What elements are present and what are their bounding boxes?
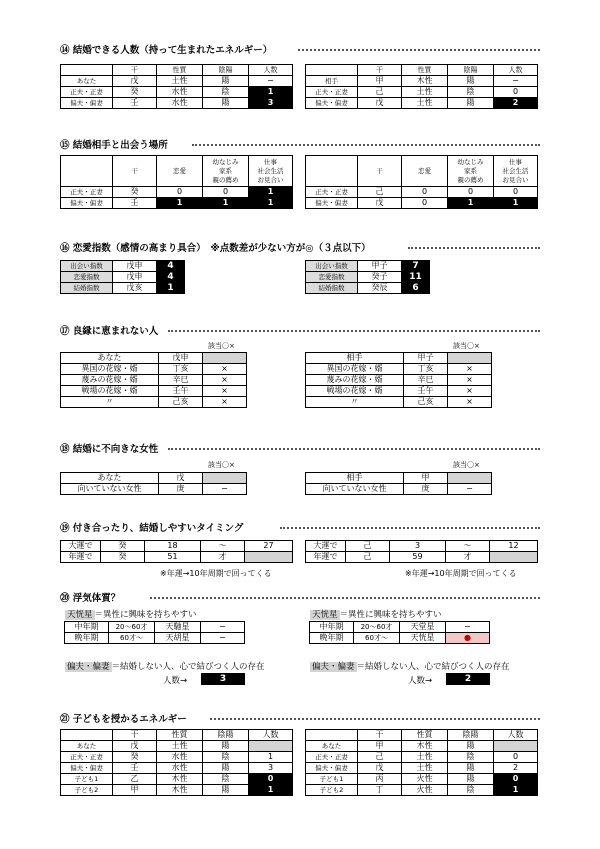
table-row: 大運で 癸 18 〜 27 bbox=[61, 541, 293, 552]
table-row: 大運で 己 3 〜 12 bbox=[306, 541, 538, 552]
table-row: 中年期 20〜60才 天堂星 − bbox=[310, 622, 490, 633]
table-row: 年運で 癸 51 才 bbox=[61, 552, 293, 563]
count-label-right: 人数→ bbox=[408, 676, 433, 686]
section-19-title: ⑲ 付き合ったり、結婚しやすいタイミング bbox=[60, 523, 244, 534]
table-row: 異国の花嫁・婿 丁亥 × bbox=[61, 364, 247, 375]
applicable-note-left: 該当〇× bbox=[208, 342, 235, 350]
table-row: 正夫・正妻 癸 水性 陰 1 bbox=[61, 752, 293, 763]
table-row: 子ども1 丙 火性 陽 0 bbox=[306, 774, 538, 785]
section-17-title: ⑰ 良縁に恵まれない人 bbox=[60, 326, 159, 337]
divider bbox=[168, 330, 540, 332]
unsuited-woman-table-left bbox=[60, 472, 247, 495]
timing-note-right: ※年運→10年周期で回ってくる bbox=[405, 569, 517, 578]
count-value-right: 2 bbox=[446, 673, 490, 685]
table-row: 蔑みの花嫁・婿 辛巳 × bbox=[61, 375, 247, 386]
table-row: 偏夫・偏妻 壬 水性 陽 3 bbox=[61, 763, 293, 774]
table-row: 出会い指数 甲子 7 bbox=[306, 261, 430, 272]
marriage-count-table-right bbox=[305, 64, 538, 109]
divider bbox=[280, 527, 540, 529]
applicable-note-right: 該当〇× bbox=[453, 342, 480, 350]
divider bbox=[150, 597, 540, 599]
table-header-row: 干 性質 陰陽 人数 bbox=[61, 730, 293, 741]
partner-line-left: 偏夫・偏妻 ＝結婚しない人、心で結びつく人の存在 bbox=[67, 662, 265, 672]
table-row: 中年期 20〜60才 天馳星 − bbox=[65, 622, 245, 633]
table-row: 戦場の花嫁・婿 壬午 × bbox=[306, 386, 492, 397]
bad-match-table-right bbox=[305, 352, 492, 408]
table-header-row: あなた 戊申 bbox=[61, 353, 247, 364]
table-row: 偏夫・偏妻 戊 0 1 1 bbox=[306, 198, 538, 209]
section-18-title: ⑱ 結婚に不向きな女性 bbox=[60, 444, 159, 455]
table-header-row: 相手 甲 bbox=[306, 473, 492, 484]
table-row: 出会い指数 戊申 4 bbox=[61, 261, 185, 272]
table-row: 〃 己亥 × bbox=[61, 397, 247, 408]
children-energy-table-right bbox=[305, 729, 538, 796]
applicable-note-left: 該当〇× bbox=[208, 461, 235, 469]
timing-table-right bbox=[305, 540, 538, 563]
table-row: 晩年期 60才〜 天恍星 ● bbox=[310, 633, 490, 644]
count-label-left: 人数→ bbox=[163, 676, 188, 686]
cheat-star-line-right: 天恍星 ＝異性に興味を持ちやすい bbox=[312, 610, 442, 620]
table-row: あなた 甲 木性 陽 bbox=[306, 741, 538, 752]
table-header-row: 干 性質 陰陽 人数 bbox=[61, 65, 293, 76]
table-row: 結婚指数 癸辰 6 bbox=[306, 283, 430, 294]
children-energy-table-left bbox=[60, 729, 293, 796]
love-index-table-left bbox=[60, 260, 185, 294]
divider bbox=[298, 49, 540, 51]
partner-line-right: 偏夫・偏妻 ＝結婚しない人、心で結びつく人の存在 bbox=[312, 662, 510, 672]
table-header-row: 干 恋愛 幼なじみ 家系 親の薦め 仕事 社会生活 お見合い bbox=[61, 156, 293, 187]
section-20-title: ⑳ 浮気体質？ bbox=[60, 593, 121, 604]
table-row: 戦場の花嫁・婿 壬午 × bbox=[61, 386, 247, 397]
table-row: 偏夫・偏妻 戊 土性 陽 2 bbox=[306, 98, 538, 109]
love-index-table-right bbox=[305, 260, 430, 294]
table-row: 偏夫・偏妻 壬 1 1 1 bbox=[61, 198, 293, 209]
table-row: 子ども2 甲 木性 陽 1 bbox=[61, 785, 293, 796]
table-row: 正夫・正妻 癸 水性 陰 1 bbox=[61, 87, 293, 98]
divider bbox=[192, 144, 540, 146]
table-row: 正夫・正妻 己 土性 陰 0 bbox=[306, 87, 538, 98]
section-21-title: ㉑ 子どもを授かるエネルギー bbox=[60, 714, 187, 725]
table-row: 〃 己亥 × bbox=[306, 397, 492, 408]
table-row: あなた 戊 土性 陽 bbox=[61, 741, 293, 752]
table-row: 子ども2 丁 火性 陰 1 bbox=[306, 785, 538, 796]
table-row: 向いていない女性 庚 − bbox=[61, 484, 247, 495]
marker-dot: ● bbox=[446, 633, 490, 644]
table-header-row: 干 性質 陰陽 人数 bbox=[306, 65, 538, 76]
marriage-count-table-left bbox=[60, 64, 293, 109]
applicable-note-right: 該当〇× bbox=[453, 461, 480, 469]
table-row: 正夫・正妻 癸 0 0 1 bbox=[61, 187, 293, 198]
divider bbox=[168, 448, 540, 450]
table-row: 蔑みの花嫁・婿 辛巳 × bbox=[306, 375, 492, 386]
section-15-title: ⑮ 結婚相手と出会う場所 bbox=[60, 140, 168, 151]
cheat-star-line-left: 天恍星 ＝異性に興味を持ちやすい bbox=[67, 610, 197, 620]
table-row: あなた 戊 土性 陽 − bbox=[61, 76, 293, 87]
table-row: 恋愛指数 戊申 4 bbox=[61, 272, 185, 283]
table-row: 偏夫・偏妻 壬 水性 陽 3 bbox=[61, 98, 293, 109]
divider bbox=[408, 247, 540, 249]
table-header-row: 干 恋愛 幼なじみ 家系 親の薦め 仕事 社会生活 お見合い bbox=[306, 156, 538, 187]
table-header-row: あなた 戊 bbox=[61, 473, 247, 484]
table-row: 年運で 己 59 才 bbox=[306, 552, 538, 563]
timing-note-left: ※年運→10年周期で回ってくる bbox=[160, 569, 272, 578]
table-row: 偏夫・偏妻 戊 土性 陽 2 bbox=[306, 763, 538, 774]
table-row: 正夫・正妻 己 0 0 0 bbox=[306, 187, 538, 198]
table-row: 正夫・正妻 己 土性 陰 0 bbox=[306, 752, 538, 763]
table-header-row: 干 性質 陰陽 人数 bbox=[306, 730, 538, 741]
section-16-title: ⑯ 恋愛指数（感情の高まり具合） ※点数差が少ない方が◎（３点以下） bbox=[60, 243, 371, 254]
table-row: 結婚指数 戊亥 1 bbox=[61, 283, 185, 294]
bad-match-table-left bbox=[60, 352, 247, 408]
cheat-star-table-left bbox=[64, 621, 245, 644]
divider bbox=[210, 718, 540, 720]
section-14-title: ⑭ 結婚できる人数（持って生まれたエネルギー） bbox=[60, 45, 273, 56]
table-header-row: 相手 甲子 bbox=[306, 353, 492, 364]
table-row: 晩年期 60才〜 天胡星 − bbox=[65, 633, 245, 644]
table-row: 相手 甲 木性 陽 − bbox=[306, 76, 538, 87]
table-row: 子ども1 乙 木性 陰 0 bbox=[61, 774, 293, 785]
count-value-left: 3 bbox=[201, 673, 245, 685]
meeting-place-table-right bbox=[305, 155, 538, 209]
timing-table-left bbox=[60, 540, 293, 563]
meeting-place-table-left bbox=[60, 155, 293, 209]
cheat-star-table-right bbox=[309, 621, 490, 644]
table-row: 異国の花嫁・婿 丁亥 × bbox=[306, 364, 492, 375]
table-row: 恋愛指数 癸子 11 bbox=[306, 272, 430, 283]
unsuited-woman-table-right bbox=[305, 472, 492, 495]
table-row: 向いていない女性 庚 − bbox=[306, 484, 492, 495]
